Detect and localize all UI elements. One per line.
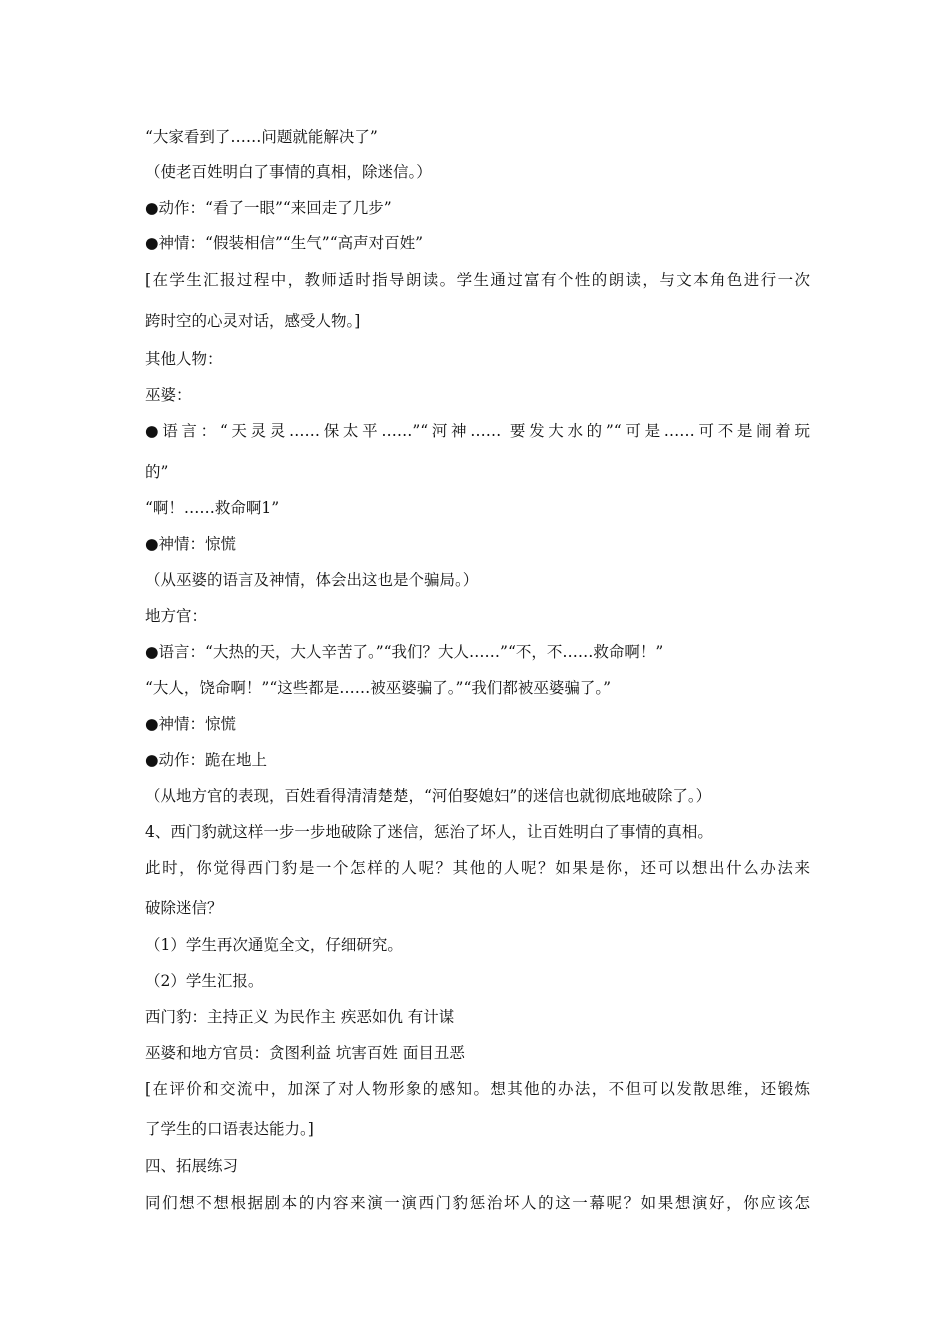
text-line-24: （2）学生汇报。 <box>145 972 264 990</box>
text-line-9: ●语言：“天灵灵……保太平……”“河神…… 要发大水的”“可是……可不是闹着玩 <box>145 422 810 440</box>
text-line-12: ●神情：惊慌 <box>145 535 237 553</box>
text-line-18: ●动作：跪在地上 <box>145 751 268 769</box>
text-line-6: 跨时空的心灵对话，感受人物。] <box>145 312 361 330</box>
text-line-1: “大家看到了……问题就能解决了” <box>145 128 378 146</box>
text-line-29: 四、拓展练习 <box>145 1157 239 1175</box>
text-line-4: ●神情：“假装相信”“生气”“高声对百姓” <box>145 234 424 252</box>
text-line-3: ●动作：“看了一眼”“来回走了几步” <box>145 199 392 217</box>
text-line-27: [在评价和交流中，加深了对人物形象的感知。想其他的办法，不但可以发散思维，还锻炼 <box>145 1080 810 1098</box>
text-line-13: （从巫婆的语言及神情，体会出这也是个骗局。） <box>145 571 479 589</box>
text-line-16: “大人，饶命啊！”“这些都是……被巫婆骗了。”“我们都被巫婆骗了。” <box>145 679 612 697</box>
text-line-17: ●神情：惊慌 <box>145 715 237 733</box>
text-line-30: 同们想不想根据剧本的内容来演一演西门豹惩治坏人的这一幕呢？如果想演好，你应该怎 <box>145 1194 810 1212</box>
text-line-5: [在学生汇报过程中，教师适时指导朗读。学生通过富有个性的朗读，与文本角色进行一次 <box>145 271 810 289</box>
text-line-26: 巫婆和地方官员：贪图利益 坑害百姓 面目丑恶 <box>145 1044 465 1062</box>
text-line-2: （使老百姓明白了事情的真相，除迷信。） <box>145 163 432 181</box>
text-line-19: （从地方官的表现，百姓看得清清楚楚，“河伯娶媳妇”的迷信也就彻底地破除了。） <box>145 787 712 805</box>
text-line-21: 此时，你觉得西门豹是一个怎样的人呢？其他的人呢？如果是你，还可以想出什么办法来 <box>145 859 810 877</box>
text-line-14: 地方官： <box>145 607 208 625</box>
text-line-28: 了学生的口语表达能力。] <box>145 1120 314 1138</box>
text-line-25: 西门豹：主持正义 为民作主 疾恶如仇 有计谋 <box>145 1008 455 1026</box>
text-line-22: 破除迷信？ <box>145 899 223 917</box>
text-line-7: 其他人物： <box>145 350 223 368</box>
text-line-20: 4、西门豹就这样一步一步地破除了迷信，惩治了坏人，让百姓明白了事情的真相。 <box>145 823 713 841</box>
text-line-15: ●语言：“大热的天，大人辛苦了。”“我们？大人……”“不，不……救命啊！” <box>145 643 664 661</box>
text-line-10: 的” <box>145 463 169 481</box>
text-line-8: 巫婆： <box>145 386 192 404</box>
text-line-11: “啊！……救命啊1” <box>145 499 280 517</box>
text-line-23: （1）学生再次通览全文，仔细研究。 <box>145 936 403 954</box>
